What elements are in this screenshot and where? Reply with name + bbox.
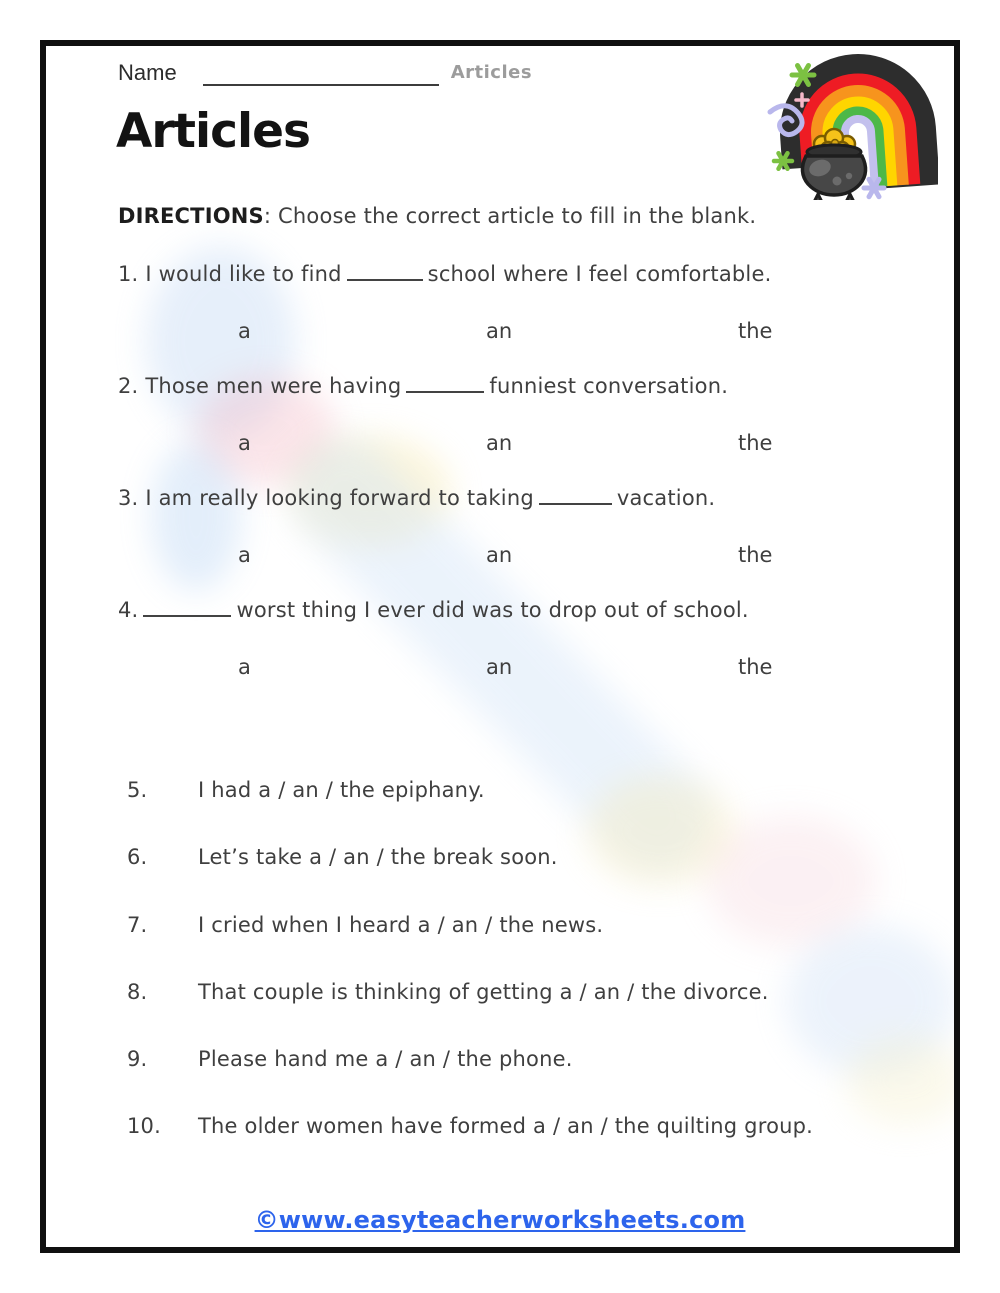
- option-a: a: [238, 319, 251, 343]
- header-row: [118, 60, 532, 86]
- directions-label: DIRECTIONS: [118, 204, 264, 228]
- directions-text: : Choose the correct article to fill in the blank.: [263, 204, 757, 228]
- page-frame: [40, 40, 960, 1253]
- question-1: 1. I would like to find school where I feel comfortable.: [118, 262, 772, 286]
- option-the: the: [738, 431, 773, 455]
- answer-blank: [347, 266, 423, 281]
- option-the: the: [738, 655, 773, 679]
- question-10: [127, 1114, 813, 1138]
- option-an: an: [486, 655, 513, 679]
- question-6: [127, 845, 558, 869]
- website-link[interactable]: ©www.easyteacherworksheets.com: [254, 1206, 746, 1234]
- name-fill-line: [203, 60, 439, 86]
- option-a: a: [238, 543, 251, 567]
- question-9: [127, 1047, 573, 1071]
- footer: [46, 1206, 954, 1234]
- question-4-options: [118, 655, 838, 683]
- option-a: a: [238, 655, 251, 679]
- question-5: [127, 778, 485, 802]
- option-the: the: [738, 319, 773, 343]
- question-text: Please hand me a / an / the phone.: [198, 1047, 573, 1071]
- answer-blank: [406, 378, 484, 393]
- question-text: I cried when I heard a / an / the news.: [198, 913, 604, 937]
- option-the: the: [738, 543, 773, 567]
- option-a: a: [238, 431, 251, 455]
- option-an: an: [486, 431, 513, 455]
- question-number: 9.: [127, 1047, 148, 1071]
- question-number: 8.: [127, 980, 148, 1004]
- option-an: an: [486, 319, 513, 343]
- sheet-title-label: Articles: [450, 62, 533, 84]
- question-number: 7.: [127, 913, 148, 937]
- question-7: [127, 913, 603, 937]
- question-text: That couple is thinking of getting a / an / the divorce.: [198, 980, 769, 1004]
- question-text: I had a / an / the epiphany.: [198, 778, 485, 802]
- question-number: 6.: [127, 845, 148, 869]
- question-number: 5.: [127, 778, 148, 802]
- question-text: Let’s take a / an / the break soon.: [198, 845, 558, 869]
- answer-blank: [539, 490, 612, 505]
- option-an: an: [486, 543, 513, 567]
- rainbow-pot-of-gold-illustration: [758, 48, 938, 200]
- question-4: 4. worst thing I ever did was to drop out of school.: [118, 598, 749, 622]
- question-2: 2. Those men were having funniest conversation.: [118, 374, 729, 398]
- question-1-options: [118, 319, 838, 347]
- question-2-options: [118, 431, 838, 459]
- name-label: Name: [118, 60, 177, 85]
- directions-line: [118, 204, 756, 228]
- question-3: 3. I am really looking forward to taking vacation.: [118, 486, 716, 510]
- question-number: 10.: [127, 1114, 161, 1138]
- answer-blank: [143, 602, 231, 617]
- page-title: Articles: [116, 104, 310, 159]
- question-8: [127, 980, 769, 1004]
- question-text: The older women have formed a / an / the quilting group.: [198, 1114, 814, 1138]
- question-3-options: [118, 543, 838, 571]
